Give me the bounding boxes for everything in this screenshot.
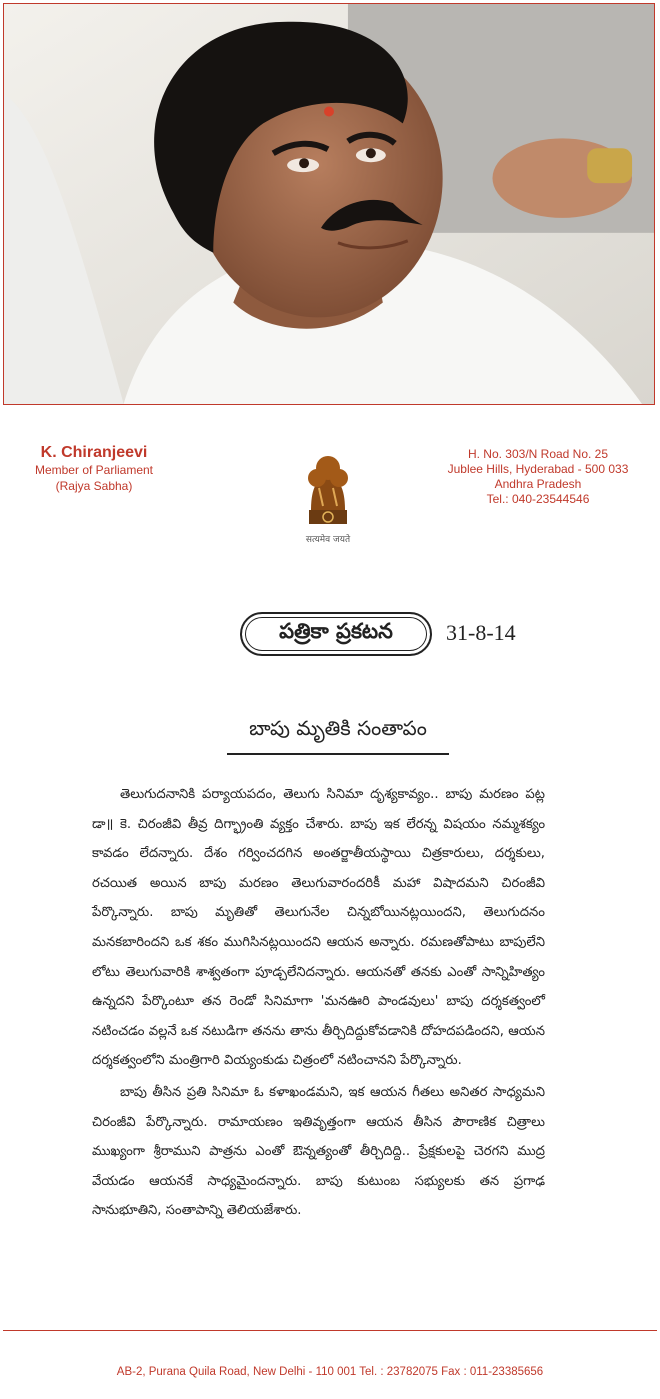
sender-house: (Rajya Sabha): [55, 479, 133, 493]
headline: బాపు మృతికి సంతాపం: [227, 716, 449, 755]
address-block: [438, 447, 638, 507]
footer-divider: [3, 1330, 657, 1331]
paragraph: బాపు తీసిన ప్రతి సినిమా ఓ కళాఖండమని, ఇక ఆయన గీతలు అనితర సాధ్యమని చిరంజీవి పేర్కొన్నారు. రామాయణం ఇతివృత్తంగా ఆయన తీసిన పౌరాణిక చిత్రాలు ముఖ్యంగా శ్రీరాముని పాత్రను ఎంతో ఔన్నత్యంతో తీర్చిదిద్ది.. ప్రేక్షకులపై చెరగని ముద్ర వేయడం ఆయనకే సాధ్యమైందన్నారు. బాపు కుటుంబ సభ్యులకు తన ప్రగాఢ సానుభూతిని, సంతాపాన్ని తెలియజేశారు.: [92, 1084, 545, 1219]
sender-role: Member of Parliament: [34, 463, 154, 477]
address-phone: Tel.: 040-23544546: [486, 492, 590, 506]
address-line: Jublee Hills, Hyderabad - 500 033: [447, 462, 629, 476]
national-emblem: [296, 448, 360, 548]
lion-capital-icon: [305, 448, 351, 530]
portrait-image: [4, 4, 654, 404]
article-body: [92, 780, 545, 1228]
paragraph: తెలుగుదనానికి పర్యాయపదం, తెలుగు సినిమా దృశ్యకావ్యం.. బాపు మరణం పట్ల డా॥ కె. చిరంజీవి తీవ్ర దిగ్భ్రాంతి వ్యక్తం చేశారు. బాపు ఇక లేరన్న విషయం నమ్మశక్యం కావడం లేదన్నారు. దేశం గర్వించదగిన అంతర్జాతీయస్థాయి చిత్రకారులు, దర్శకులు, రచయిత అయిన బాపు మరణం తెలుగువారందరికీ మహా విషాదమని చిరంజీవి పేర్కొన్నారు. బాపు మృతితో తెలుగునేల చిన్నబోయినట్లయిందని, తెలుగుదనం మనకబారిందని ఒక శకం ముగిసినట్లయిందని ఆయన అన్నారు. రమణతోపాటు బాపులేని లోటు తెలుగువారికి శాశ్వతంగా పూడ్చలేనిదన్నారు. ఆయనతో తనకు ఎంతో సాన్నిహిత్యం ఉన్నదని పేర్కొంటూ తన రెండో సినిమాగా 'మనఊరి పాండవులు' బాపు దర్శకత్వంలో నటించడం వల్లనే ఒక నటుడిగా తనను తాను తీర్చిదిద్దుకోవడానికి దోహదపడిందని, ఆయన దర్శకత్వంలోని మంత్రిగారి వియ్యంకుడు చిత్రంలో నటించానని పేర్కొన్నారు.: [92, 787, 545, 1069]
emblem-motto: सत्यमेव जयते: [305, 535, 351, 545]
address-line: Andhra Pradesh: [494, 477, 582, 491]
address-line: H. No. 303/N Road No. 25: [467, 447, 609, 461]
sender-block: [14, 444, 174, 494]
footer-address: AB-2, Purana Quila Road, New Delhi - 110 001 Tel. : 23782075 Fax : 011-23385656: [116, 1366, 544, 1378]
press-date: 31-8-14: [446, 620, 516, 645]
portrait-photo: [3, 3, 655, 405]
press-release-badge: పత్రికా ప్రకటన: [240, 612, 432, 656]
press-release-row: [240, 612, 580, 656]
sender-name: K. Chiranjeevi: [40, 444, 148, 461]
